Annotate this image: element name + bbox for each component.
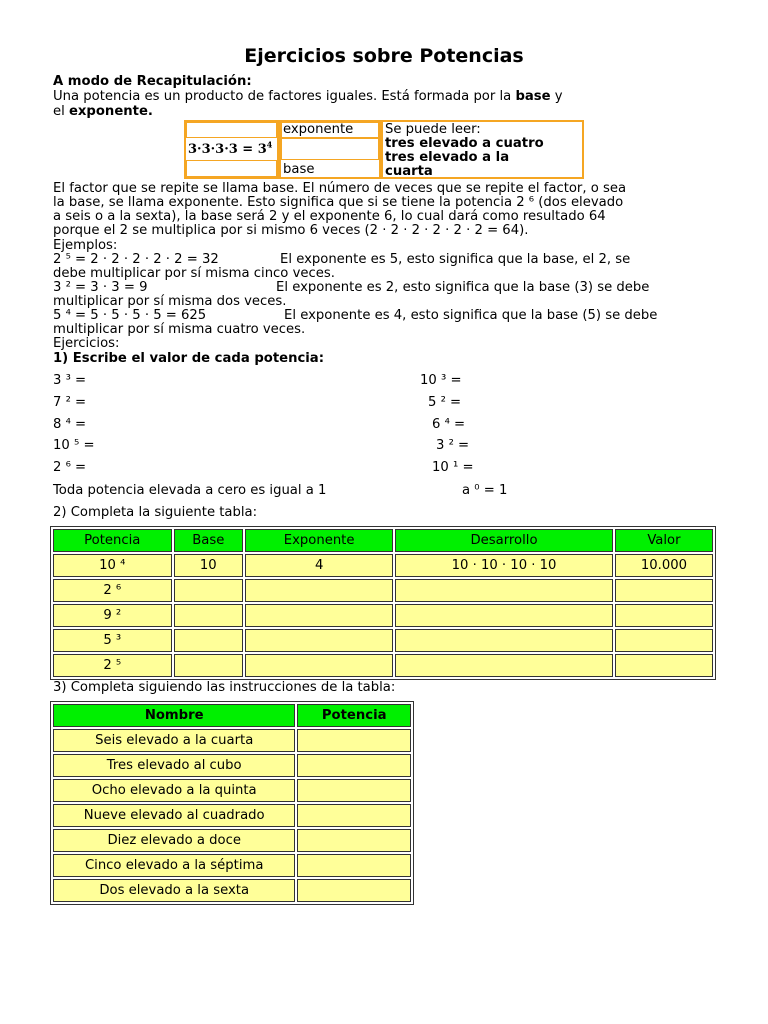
example-1-cont: debe multiplicar por sí misma cinco veces. bbox=[53, 266, 335, 281]
ex3-table bbox=[50, 701, 414, 905]
table-row bbox=[53, 629, 713, 652]
header-valor: Valor bbox=[615, 529, 713, 552]
header-potencia: Potencia bbox=[297, 704, 411, 727]
cell-potencia[interactable] bbox=[297, 829, 411, 852]
formula-cell bbox=[184, 120, 279, 179]
example-2-cont: multiplicar por sí misma dos veces. bbox=[53, 294, 287, 309]
table-row bbox=[53, 554, 713, 577]
cell-potencia: 2 ⁶ bbox=[53, 579, 172, 602]
labels-cell bbox=[279, 120, 381, 179]
read-option-2: tres elevado a la bbox=[385, 150, 510, 165]
cell-exponente[interactable] bbox=[245, 579, 393, 602]
ex1-heading: 1) Escribe el valor de cada potencia: bbox=[53, 351, 324, 366]
cell-valor[interactable]: 10.000 bbox=[615, 554, 713, 577]
ex1-item: 8 ⁴ = bbox=[53, 417, 87, 432]
exponente-label: exponente bbox=[283, 122, 354, 137]
cell-potencia[interactable] bbox=[297, 754, 411, 777]
ex1-item: 5 ² = bbox=[428, 395, 462, 410]
cell-base[interactable] bbox=[174, 604, 244, 627]
header-exponente: Exponente bbox=[245, 529, 393, 552]
ex1-item: 3 ² = bbox=[436, 438, 470, 453]
table-header-row bbox=[53, 704, 411, 727]
cell-desarrollo[interactable]: 10 · 10 · 10 · 10 bbox=[395, 554, 613, 577]
table-row bbox=[53, 854, 411, 877]
table-row bbox=[53, 654, 713, 677]
cell-nombre: Seis elevado a la cuarta bbox=[53, 729, 295, 752]
read-label: Se puede leer: bbox=[385, 122, 481, 137]
zero-formula: a ⁰ = 1 bbox=[462, 483, 508, 498]
power-formula: $3\cdot 3\cdot 3\cdot 3 = 3^4$ bbox=[188, 139, 273, 157]
example-1-formula: 2 ⁵ = 2 · 2 · 2 · 2 · 2 = 32 bbox=[53, 252, 219, 267]
cell-desarrollo[interactable] bbox=[395, 604, 613, 627]
ex1-item: 10 ⁵ = bbox=[53, 438, 95, 453]
read-option-2-cont: cuarta bbox=[385, 164, 433, 179]
cell-valor[interactable] bbox=[615, 579, 713, 602]
examples-heading: Ejemplos: bbox=[53, 238, 118, 253]
table-header-row bbox=[53, 529, 713, 552]
ex2-table bbox=[50, 526, 716, 680]
explanation-line-3: a seis o a la sexta), la base será 2 y el exponente 6, lo cual dará como resultado 64 bbox=[53, 209, 606, 224]
cell-valor[interactable] bbox=[615, 654, 713, 677]
cell-nombre: Diez elevado a doce bbox=[53, 829, 295, 852]
explanation-line-2: la base, se llama exponente. Esto significa que si se tiene la potencia 2 ⁶ (dos elevado bbox=[53, 195, 624, 210]
cell-nombre: Ocho elevado a la quinta bbox=[53, 779, 295, 802]
table-row bbox=[53, 879, 411, 902]
ex1-item: 2 ⁶ = bbox=[53, 460, 87, 475]
cell-potencia: 2 ⁵ bbox=[53, 654, 172, 677]
example-2-formula: 3 ² = 3 · 3 = 9 bbox=[53, 280, 148, 295]
example-2-text: El exponente es 2, esto significa que la base (3) se debe bbox=[276, 280, 650, 295]
cell-potencia: 5 ³ bbox=[53, 629, 172, 652]
page-title: Ejercicios sobre Potencias bbox=[244, 45, 524, 67]
intro-line-2: el exponente. bbox=[53, 104, 153, 119]
cell-exponente[interactable] bbox=[245, 654, 393, 677]
base-label: base bbox=[283, 162, 315, 177]
example-3-formula: 5 ⁴ = 5 · 5 · 5 · 5 = 625 bbox=[53, 308, 207, 323]
cell-potencia[interactable] bbox=[297, 854, 411, 877]
ex1-item: 10 ¹ = bbox=[432, 460, 474, 475]
zero-rule: Toda potencia elevada a cero es igual a 1 bbox=[53, 483, 327, 498]
cell-exponente[interactable] bbox=[245, 604, 393, 627]
cell-desarrollo[interactable] bbox=[395, 629, 613, 652]
table-row bbox=[53, 604, 713, 627]
example-3-cont: multiplicar por sí misma cuatro veces. bbox=[53, 322, 306, 337]
cell-nombre: Cinco elevado a la séptima bbox=[53, 854, 295, 877]
cell-potencia[interactable] bbox=[297, 779, 411, 802]
cell-potencia: 10 ⁴ bbox=[53, 554, 172, 577]
cell-base[interactable] bbox=[174, 579, 244, 602]
header-base: Base bbox=[174, 529, 244, 552]
cell-base[interactable] bbox=[174, 629, 244, 652]
explanation-line-4: porque el 2 se multiplica por si mismo 6 veces (2 · 2 · 2 · 2 · 2 · 2 = 64). bbox=[53, 223, 529, 238]
ex1-item: 3 ³ = bbox=[53, 373, 87, 388]
definition-box bbox=[184, 120, 584, 179]
ex3-heading: 3) Completa siguiendo las instrucciones de la tabla: bbox=[53, 680, 396, 695]
header-potencia: Potencia bbox=[53, 529, 172, 552]
cell-exponente[interactable]: 4 bbox=[245, 554, 393, 577]
explanation-line-1: El factor que se repite se llama base. El número de veces que se repite el factor, o sea bbox=[53, 181, 627, 196]
cell-base[interactable]: 10 bbox=[174, 554, 244, 577]
cell-nombre: Tres elevado al cubo bbox=[53, 754, 295, 777]
cell-base[interactable] bbox=[174, 654, 244, 677]
cell-nombre: Dos elevado a la sexta bbox=[53, 879, 295, 902]
recap-heading: A modo de Recapitulación: bbox=[53, 74, 252, 89]
example-3-text: El exponente es 4, esto significa que la base (5) se debe bbox=[284, 308, 658, 323]
table-row bbox=[53, 754, 411, 777]
table-row bbox=[53, 804, 411, 827]
cell-potencia[interactable] bbox=[297, 804, 411, 827]
reading-cell bbox=[381, 120, 584, 179]
ex2-heading: 2) Completa la siguiente tabla: bbox=[53, 505, 258, 520]
example-1-text: El exponente es 5, esto significa que la base, el 2, se bbox=[280, 252, 631, 267]
ex1-item: 6 ⁴ = bbox=[432, 417, 466, 432]
cell-potencia[interactable] bbox=[297, 729, 411, 752]
cell-exponente[interactable] bbox=[245, 629, 393, 652]
cell-potencia[interactable] bbox=[297, 879, 411, 902]
ex1-item: 7 ² = bbox=[53, 395, 87, 410]
cell-potencia: 9 ² bbox=[53, 604, 172, 627]
exercises-heading: Ejercicios: bbox=[53, 336, 120, 351]
ex1-item: 10 ³ = bbox=[420, 373, 462, 388]
table-row bbox=[53, 579, 713, 602]
table-row bbox=[53, 729, 411, 752]
read-option-1: tres elevado a cuatro bbox=[385, 136, 544, 151]
table-row bbox=[53, 779, 411, 802]
header-desarrollo: Desarrollo bbox=[395, 529, 613, 552]
intro-line-1: Una potencia es un producto de factores iguales. Está formada por la base y bbox=[53, 89, 563, 104]
cell-valor[interactable] bbox=[615, 604, 713, 627]
cell-valor[interactable] bbox=[615, 629, 713, 652]
cell-nombre: Nueve elevado al cuadrado bbox=[53, 804, 295, 827]
table-row bbox=[53, 829, 411, 852]
cell-desarrollo[interactable] bbox=[395, 654, 613, 677]
cell-desarrollo[interactable] bbox=[395, 579, 613, 602]
header-nombre: Nombre bbox=[53, 704, 295, 727]
